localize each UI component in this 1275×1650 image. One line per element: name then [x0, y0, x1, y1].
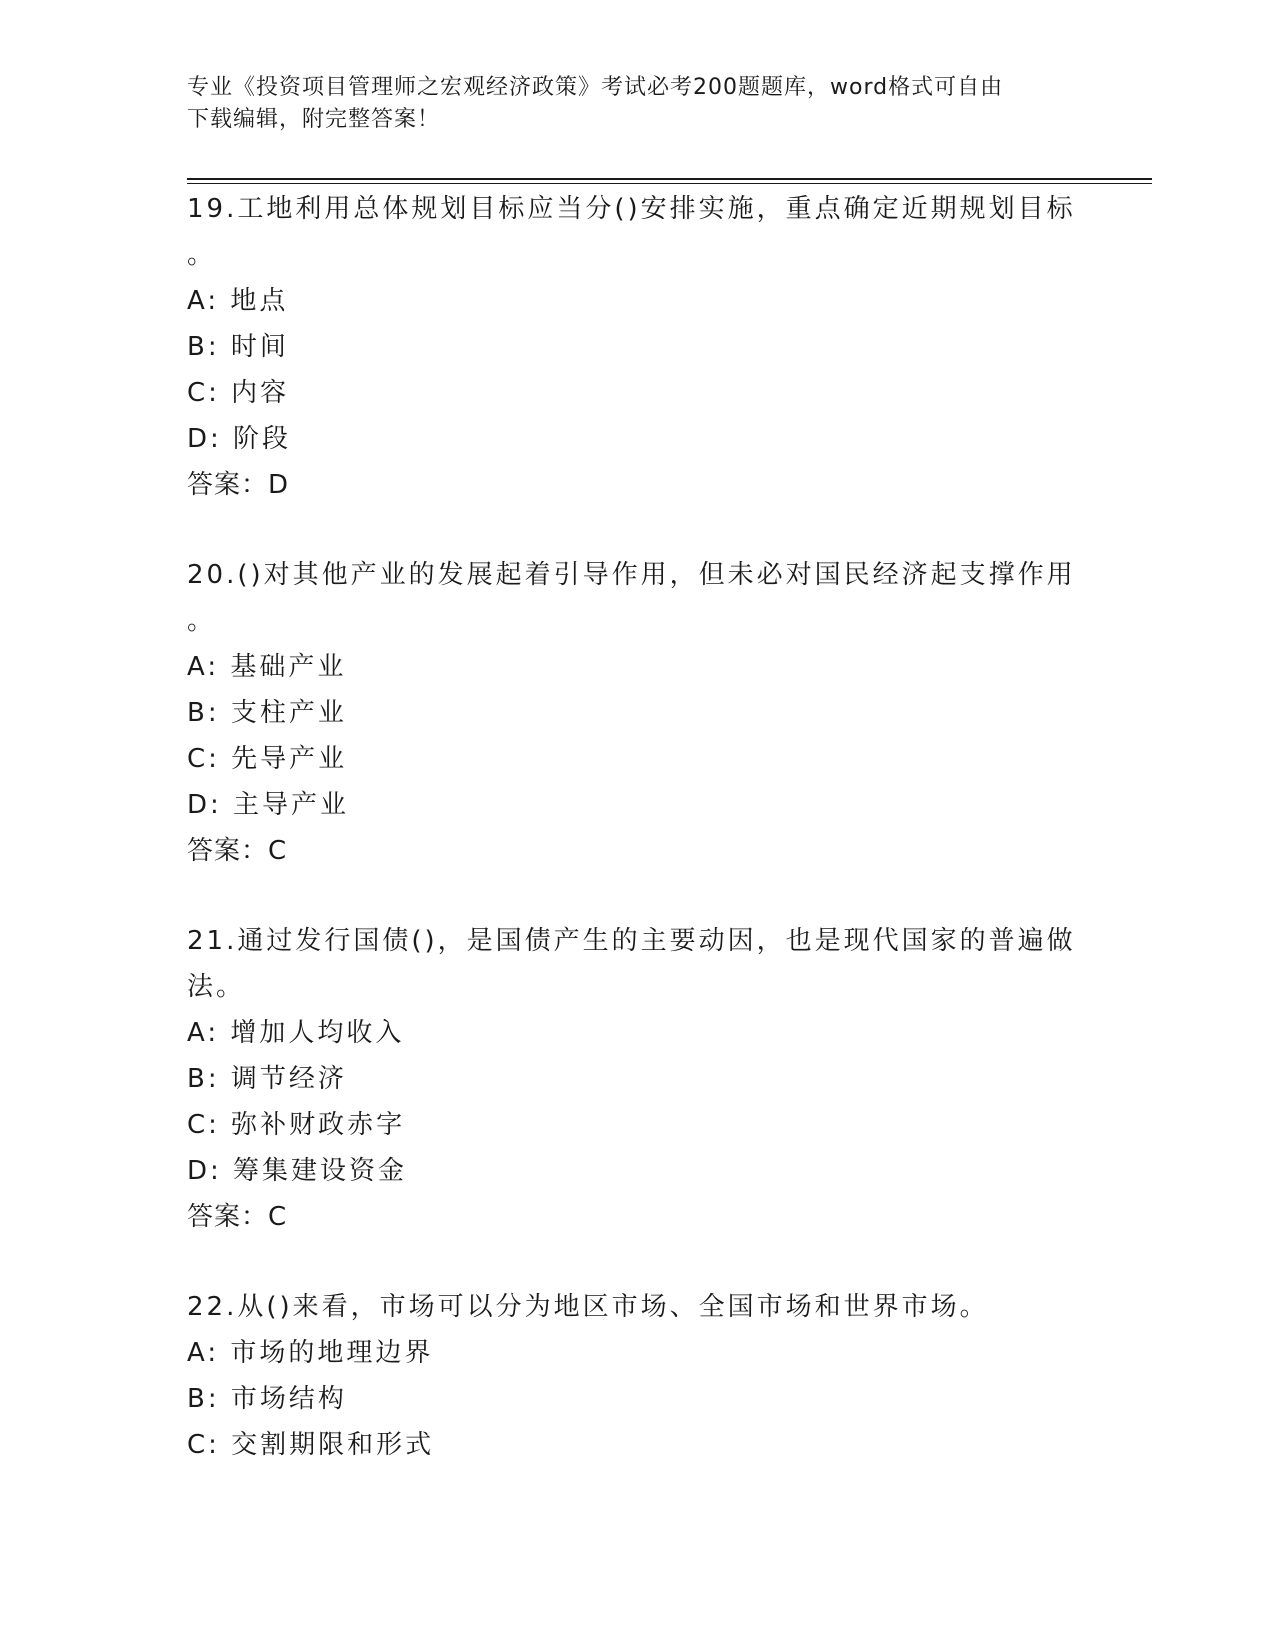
option-a: A: 地点: [187, 286, 289, 316]
header-divider-thin: [187, 183, 1152, 184]
option-c: C: 内容: [187, 378, 290, 408]
question-stem: 20.()对其他产业的发展起着引导作用，但未必对国民经济起支撑作用 。: [187, 560, 1076, 636]
header-divider-thick: [187, 178, 1152, 180]
option-d: D: 主导产业: [187, 790, 350, 820]
question-21: [187, 918, 1077, 1240]
answer-line: 答案：C: [187, 836, 288, 866]
question-20: [187, 552, 1077, 874]
question-stem: 21.通过发行国债()，是国债产生的主要动因，也是现代国家的普遍做 法。: [187, 926, 1076, 1002]
option-c: C: 交割期限和形式: [187, 1430, 435, 1460]
option-c: C: 弥补财政赤字: [187, 1110, 406, 1140]
question-stem: 19.工地利用总体规划目标应当分()安排实施，重点确定近期规划目标 。: [187, 194, 1076, 270]
option-a: A: 增加人均收入: [187, 1018, 405, 1048]
question-22: [187, 1284, 1077, 1468]
option-a: A: 市场的地理边界: [187, 1338, 434, 1368]
question-19: [187, 186, 1077, 508]
answer-line: 答案：C: [187, 1202, 288, 1232]
option-b: B: 市场结构: [187, 1384, 347, 1414]
answer-line: 答案：D: [187, 470, 290, 500]
option-a: A: 基础产业: [187, 652, 347, 682]
option-b: B: 支柱产业: [187, 698, 347, 728]
question-list: [187, 186, 1077, 1512]
document-header: 专业《投资项目管理师之宏观经济政策》考试必考200题题库，word格式可自由 下载编辑，附完整答案！: [187, 75, 1004, 132]
option-b: B: 调节经济: [187, 1064, 347, 1094]
option-c: C: 先导产业: [187, 744, 348, 774]
option-b: B: 时间: [187, 332, 289, 362]
question-stem: 22.从()来看，市场可以分为地区市场、全国市场和世界市场。: [187, 1292, 989, 1322]
option-d: D: 筹集建设资金: [187, 1156, 408, 1186]
option-d: D: 阶段: [187, 424, 292, 454]
